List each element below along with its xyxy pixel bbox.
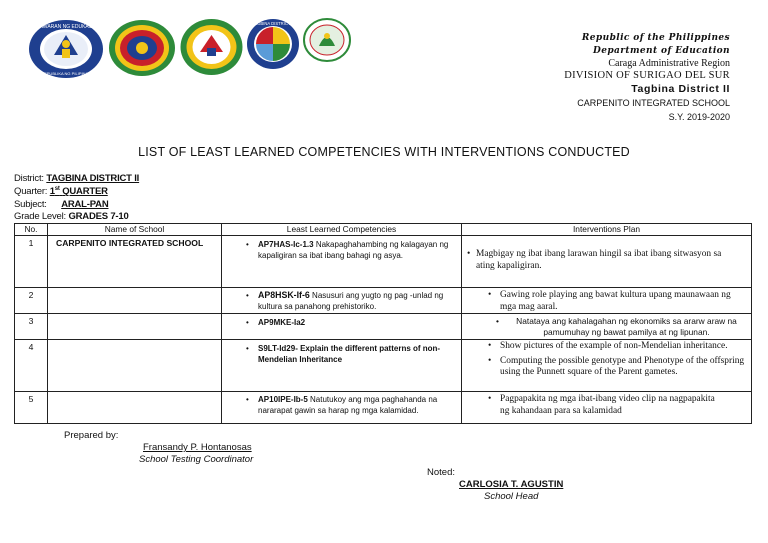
competency-cell bbox=[222, 236, 462, 288]
row-number: 1 bbox=[15, 236, 48, 288]
competency-text: Nasusuri ang yugto ng pag -unlad ng kultura sa panahong prehistoriko. bbox=[258, 291, 444, 311]
competency-text: Natutukoy ang mga paghahanda na nararapat gawin sa harap ng mga kalamidad. bbox=[258, 395, 438, 415]
competency-code: AP10IPE-Ib-5 bbox=[258, 395, 308, 404]
division-line: DIVISION OF SURIGAO DEL SUR bbox=[564, 70, 730, 81]
competency-item bbox=[222, 236, 461, 261]
district-value: TAGBINA DISTRICT II bbox=[46, 173, 140, 184]
quarter-row bbox=[14, 186, 108, 197]
school-line: CARPENITO INTEGRATED SCHOOL bbox=[577, 98, 730, 108]
bullet-icon: • bbox=[246, 344, 249, 353]
department-line: Department of Education bbox=[593, 46, 730, 56]
bullet-icon: • bbox=[488, 290, 492, 300]
competency-item bbox=[222, 288, 461, 312]
intervention-cell bbox=[462, 314, 752, 340]
noted-name: CARLOSIA T. AGUSTIN bbox=[459, 479, 564, 490]
school-name bbox=[48, 340, 222, 392]
school-name bbox=[48, 392, 222, 424]
intervention-item bbox=[462, 340, 751, 353]
competency-item bbox=[222, 314, 461, 328]
intervention-cell bbox=[462, 340, 752, 392]
intervention-text: Show pictures of the example of non-Mendelian inheritance. bbox=[500, 341, 728, 351]
table-header-row bbox=[15, 224, 752, 236]
deped-region-seal bbox=[180, 18, 243, 76]
school-name bbox=[48, 314, 222, 340]
bullet-icon: • bbox=[246, 318, 249, 327]
prepared-title: School Testing Coordinator bbox=[139, 454, 254, 465]
deped-seal bbox=[28, 19, 104, 79]
bullet-icon: • bbox=[246, 395, 249, 404]
subject-row bbox=[14, 199, 131, 210]
competency-text: Explain the different patterns of non-Mendelian Inheritance bbox=[258, 344, 441, 364]
competency-cell bbox=[222, 340, 462, 392]
quarter-value: QUARTER bbox=[62, 186, 108, 198]
competencies-table bbox=[14, 223, 752, 424]
header-competencies: Least Learned Competencies bbox=[222, 224, 462, 236]
republic-line: Republic of the Philippines bbox=[581, 33, 730, 43]
competency-text: Nakapaghahambing ng kalagayan ng kapaligiran sa ibat ibang bahagi ng asya. bbox=[258, 240, 449, 260]
subject-label: Subject: bbox=[14, 199, 47, 210]
intervention-text: Computing the possible genotype and Phenotype of the offspring using the Punnett square of the Parent gametes. bbox=[500, 355, 745, 377]
prepared-label: Prepared by: bbox=[64, 430, 119, 441]
tagbina-district-seal bbox=[246, 18, 300, 70]
table-row bbox=[15, 314, 752, 340]
competency-code: AP7HAS-Ic-1.3 bbox=[258, 240, 314, 249]
competency-code: S9LT-Id29- bbox=[258, 344, 298, 353]
intervention-item bbox=[462, 288, 751, 313]
competency-code: AP8HSK-If-6 bbox=[258, 290, 310, 300]
competency-cell bbox=[222, 288, 462, 314]
quarter-number: 1 bbox=[49, 186, 55, 198]
school-seal bbox=[303, 18, 351, 62]
bullet-icon: • bbox=[246, 240, 249, 249]
region-line: Caraga Administrative Region bbox=[608, 58, 730, 69]
bullet-icon: • bbox=[467, 249, 471, 259]
quarter-value-group bbox=[50, 186, 108, 197]
header-school: Name of School bbox=[48, 224, 222, 236]
intervention-cell bbox=[462, 288, 752, 314]
school-name bbox=[48, 288, 222, 314]
intervention-text: Gawing role playing ang bawat kultura upang maunawaan ng mga mag aaral. bbox=[500, 290, 731, 312]
page-title: LIST OF LEAST LEARNED COMPETENCIES WITH INTERVENTIONS CONDUCTED bbox=[138, 145, 630, 159]
bullet-icon: • bbox=[496, 316, 499, 326]
competency-item bbox=[222, 392, 461, 416]
header-interventions: Interventions Plan bbox=[462, 224, 752, 236]
row-number: 4 bbox=[15, 340, 48, 392]
table-row bbox=[15, 288, 752, 314]
school-year-line: S.Y. 2019-2020 bbox=[668, 112, 730, 122]
seal-text: KAGAWARAN NG EDUKASYON bbox=[29, 24, 103, 30]
district-label: District: bbox=[14, 173, 44, 184]
quarter-suffix: st bbox=[54, 186, 60, 192]
grade-row bbox=[14, 211, 129, 222]
division-seal bbox=[108, 19, 176, 77]
bullet-icon: • bbox=[246, 291, 249, 300]
intervention-item bbox=[462, 353, 751, 379]
intervention-item bbox=[462, 236, 751, 272]
table-row bbox=[15, 392, 752, 424]
noted-title: School Head bbox=[484, 491, 539, 502]
competency-cell bbox=[222, 314, 462, 340]
intervention-item bbox=[462, 392, 751, 417]
intervention-cell bbox=[462, 236, 752, 288]
district-line: Tagbina District II bbox=[631, 83, 730, 95]
competency-cell bbox=[222, 392, 462, 424]
intervention-cell bbox=[462, 392, 752, 424]
intervention-text: Magbigay ng ibat ibang larawan hingil sa ibat ibang sitwasyon sa ating kapaligiran. bbox=[476, 249, 722, 271]
seal-district-text: TAGBINA DISTRICT II bbox=[252, 21, 294, 26]
school-name: CARPENITO INTEGRATED SCHOOL bbox=[48, 236, 222, 288]
bullet-icon: • bbox=[488, 355, 492, 366]
subject-value: ARAL-PAN bbox=[61, 199, 109, 210]
noted-label: Noted: bbox=[427, 467, 455, 478]
table-row bbox=[15, 236, 752, 288]
table-row bbox=[15, 340, 752, 392]
intervention-item bbox=[462, 314, 751, 338]
competency-item bbox=[222, 340, 461, 365]
grade-label: Grade Level: bbox=[14, 211, 66, 222]
header-no: No. bbox=[15, 224, 48, 236]
row-number: 3 bbox=[15, 314, 48, 340]
quarter-label: Quarter: bbox=[14, 186, 48, 198]
intervention-text: Pagpapakita ng mga ibat-ibang video clip na nagpapakita ng kahandaan para sa kalamidad bbox=[500, 394, 715, 416]
grade-value: GRADES 7-10 bbox=[68, 211, 129, 222]
row-number: 2 bbox=[15, 288, 48, 314]
competency-code: AP9MKE-Ia2 bbox=[258, 318, 306, 327]
row-number: 5 bbox=[15, 392, 48, 424]
bullet-icon: • bbox=[488, 341, 492, 351]
prepared-name: Fransandy P. Hontanosas bbox=[143, 442, 252, 453]
district-row bbox=[14, 173, 139, 184]
intervention-text: Natataya ang kahalagahan ng ekonomiks sa ararw araw na pamumuhay ng bawat pamilya at ng lipunan. bbox=[516, 316, 737, 337]
seal-subtext: REPUBLIKA NG PILIPINAS bbox=[41, 71, 91, 76]
bullet-icon: • bbox=[488, 394, 492, 404]
